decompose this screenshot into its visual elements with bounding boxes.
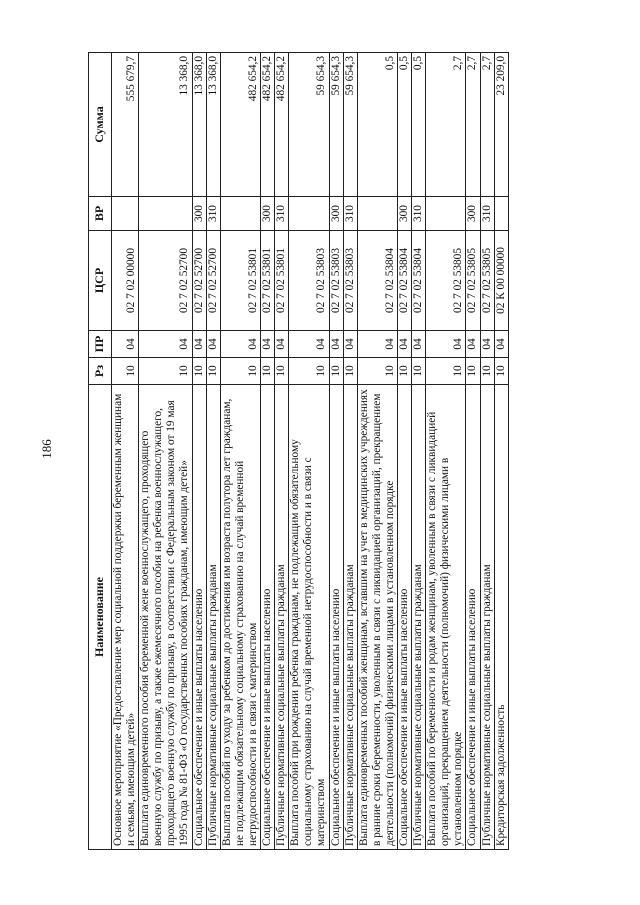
row-csr: 02 7 02 53805 [480, 231, 494, 331]
column-header-pr: ПР [89, 331, 112, 358]
row-sum: 2,7 [466, 53, 480, 197]
table-row [412, 53, 426, 850]
row-csr: 02 7 02 53803 [289, 231, 329, 331]
table-body [112, 53, 509, 850]
row-pr: 04 [397, 331, 411, 358]
row-pr: 04 [275, 331, 289, 358]
row-rz: 10 [397, 358, 411, 385]
column-header-rz: Рз [89, 358, 112, 385]
row-name: Выплата единовременного пособия беременной жене военнослужащего, проходящего военную службу по призыву, а также ежемесячного пособия на ребенка военнослужащего, проходящего военную службу по призыву, в соответствии с Федеральным законом от 19 мая 1995 года № 81-ФЗ «О государственных пособиях гражданам, имеющим детей» [139, 385, 192, 850]
row-vr [220, 197, 260, 231]
row-csr: 02 7 02 53803 [329, 231, 343, 331]
row-rz: 10 [480, 358, 494, 385]
row-name: Публичные нормативные социальные выплаты гражданам [480, 385, 494, 850]
row-vr [357, 197, 397, 231]
rotated-table-container [88, 53, 566, 850]
page-number: 186 [39, 439, 54, 459]
row-name: Социальное обеспечение и иные выплаты населению [466, 385, 480, 850]
row-name: Социальное обеспечение и иные выплаты населению [397, 385, 411, 850]
row-name: Социальное обеспечение и иные выплаты населению [329, 385, 343, 850]
row-sum: 0,5 [412, 53, 426, 197]
row-name: Публичные нормативные социальные выплаты гражданам [275, 385, 289, 850]
row-name: Публичные нормативные социальные выплаты гражданам [206, 385, 220, 850]
row-pr: 04 [426, 331, 466, 358]
row-csr: 02 7 02 53805 [466, 231, 480, 331]
table-header-row [89, 53, 112, 850]
row-sum: 0,5 [357, 53, 397, 197]
row-pr: 04 [412, 331, 426, 358]
row-rz: 10 [494, 358, 508, 385]
row-rz: 10 [261, 358, 275, 385]
table-row [357, 53, 397, 850]
table-row [289, 53, 329, 850]
row-name: Выплата пособий по беременности и родам женщинам, уволенным в связи с ликвидацией организаций, прекращением деятельности (полномочий) физическими лицами в установленном порядке [426, 385, 466, 850]
row-rz: 10 [289, 358, 329, 385]
row-rz: 10 [220, 358, 260, 385]
row-name: Публичные нормативные социальные выплаты гражданам [412, 385, 426, 850]
row-name: Выплата пособий при рождении ребенка гражданам, не подлежащим обязательному социальному страхованию на случай временной нетрудоспособности и в связи с материнством [289, 385, 329, 850]
row-rz: 10 [275, 358, 289, 385]
table-row [275, 53, 289, 850]
table-row [480, 53, 494, 850]
row-sum: 59 654,3 [343, 53, 357, 197]
row-pr: 04 [206, 331, 220, 358]
row-csr: 02 7 02 53804 [412, 231, 426, 331]
row-pr: 04 [289, 331, 329, 358]
row-rz: 10 [343, 358, 357, 385]
row-name: Социальное обеспечение и иные выплаты населению [192, 385, 206, 850]
column-header-sum: Сумма [89, 53, 112, 197]
row-vr [112, 197, 139, 231]
row-rz: 10 [139, 358, 192, 385]
row-pr: 04 [466, 331, 480, 358]
row-pr: 04 [357, 331, 397, 358]
row-csr: 02 7 02 53804 [357, 231, 397, 331]
table-row [466, 53, 480, 850]
row-sum: 2,7 [426, 53, 466, 197]
table-row [426, 53, 466, 850]
row-csr: 02 7 02 53801 [220, 231, 260, 331]
row-rz: 10 [206, 358, 220, 385]
row-name: Выплата единовременных пособий женщинам, вставшим на учет в медицинских учреждениях в ранние сроки беременности, уволенным в связи с ликвидацией организаций, прекращением деятельности (полномочий) физическими лицами в установленном порядке [357, 385, 397, 850]
row-pr: 04 [329, 331, 343, 358]
row-pr: 04 [139, 331, 192, 358]
column-header-vr: ВР [89, 197, 112, 231]
row-name: Кредиторская задолженность [494, 385, 508, 850]
row-vr: 310 [275, 197, 289, 231]
row-sum: 13 368,0 [192, 53, 206, 197]
row-rz: 10 [192, 358, 206, 385]
row-name: Публичные нормативные социальные выплаты гражданам [343, 385, 357, 850]
row-sum: 59 654,3 [289, 53, 329, 197]
row-sum: 13 368,0 [206, 53, 220, 197]
row-name: Основное мероприятие «Предоставление мер социальной поддержки беременным женщинам и семьям, имеющим детей» [112, 385, 139, 850]
row-name: Выплата пособий по уходу за ребенком до достижения им возраста полутора лет гражданам, не подлежащим обязательному социальному страхованию на случай временной нетрудоспособности и в связи с материнством [220, 385, 260, 850]
row-vr [139, 197, 192, 231]
row-rz: 10 [412, 358, 426, 385]
row-csr: 02 7 02 52700 [139, 231, 192, 331]
row-vr [494, 197, 508, 231]
row-vr: 310 [480, 197, 494, 231]
row-pr: 04 [112, 331, 139, 358]
row-csr: 02 7 02 53804 [397, 231, 411, 331]
column-header-name: Наименование [89, 385, 112, 850]
row-sum: 482 654,2 [220, 53, 260, 197]
row-sum: 482 654,2 [261, 53, 275, 197]
table-row [261, 53, 275, 850]
column-header-csr: ЦСР [89, 231, 112, 331]
row-sum: 59 654,3 [329, 53, 343, 197]
row-vr: 310 [206, 197, 220, 231]
row-vr: 310 [343, 197, 357, 231]
row-vr [426, 197, 466, 231]
row-csr: 02 7 02 53801 [275, 231, 289, 331]
row-vr: 300 [397, 197, 411, 231]
row-sum: 2,7 [480, 53, 494, 197]
row-pr: 04 [261, 331, 275, 358]
table-row [112, 53, 139, 850]
row-sum: 13 368,0 [139, 53, 192, 197]
row-sum: 0,5 [397, 53, 411, 197]
table-row [206, 53, 220, 850]
row-vr: 300 [329, 197, 343, 231]
row-vr: 300 [192, 197, 206, 231]
table-row [329, 53, 343, 850]
row-vr [289, 197, 329, 231]
row-sum: 23 209,0 [494, 53, 508, 197]
row-rz: 10 [426, 358, 466, 385]
row-vr: 300 [261, 197, 275, 231]
table-row [220, 53, 260, 850]
row-sum: 555 679,7 [112, 53, 139, 197]
row-csr: 02 7 02 53801 [261, 231, 275, 331]
row-rz: 10 [466, 358, 480, 385]
row-vr: 310 [412, 197, 426, 231]
row-csr: 02 7 02 52700 [192, 231, 206, 331]
table-row [139, 53, 192, 850]
row-csr: 02 7 02 53805 [426, 231, 466, 331]
row-pr: 04 [343, 331, 357, 358]
row-pr: 04 [494, 331, 508, 358]
row-csr: 02 7 02 53803 [343, 231, 357, 331]
table-row [192, 53, 206, 850]
row-csr: 02 7 02 00000 [112, 231, 139, 331]
row-rz: 10 [112, 358, 139, 385]
row-sum: 482 654,2 [275, 53, 289, 197]
table-row [397, 53, 411, 850]
row-csr: 02 7 02 52700 [206, 231, 220, 331]
row-pr: 04 [220, 331, 260, 358]
row-rz: 10 [357, 358, 397, 385]
row-pr: 04 [480, 331, 494, 358]
row-vr: 300 [466, 197, 480, 231]
budget-table [88, 52, 509, 850]
row-rz: 10 [329, 358, 343, 385]
table-row [343, 53, 357, 850]
row-name: Социальное обеспечение и иные выплаты населению [261, 385, 275, 850]
row-csr: 02 К 00 00000 [494, 231, 508, 331]
table-row [494, 53, 508, 850]
row-pr: 04 [192, 331, 206, 358]
